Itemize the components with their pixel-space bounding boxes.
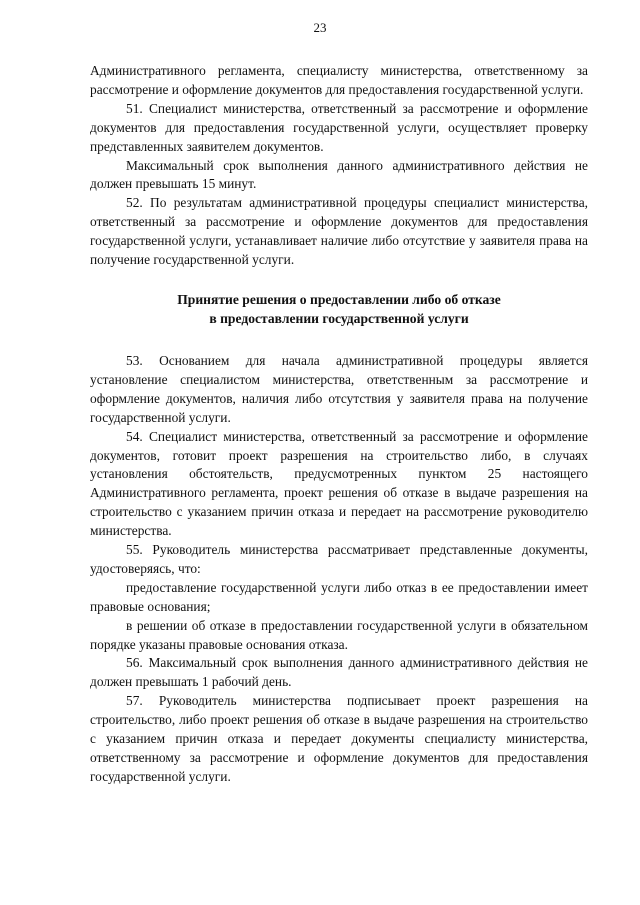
paragraph-55-item-2: в решении об отказе в предоставлении государственной услуги в обязательном порядке указаны правовые основания отказа.: [90, 617, 588, 652]
page-number: 23: [313, 20, 327, 35]
paragraph-55: 55. Руководитель министерства рассматривает представленные документы, удостоверяясь, что:: [90, 542, 588, 576]
document-body: [90, 62, 588, 787]
section-heading-line-2: в предоставлении государственной услуги: [209, 310, 469, 326]
paragraph-55-item-1: предоставление государственной услуги либо отказ в ее предоставлении имеет правовые основания;: [90, 579, 588, 614]
paragraph-53: 53. Основанием для начала административной процедуры является установление специалистом министерства, ответственным за рассмотрение и оформление документов, наличия либо отсутствия у заявителя права на получение государственной услуги.: [90, 352, 588, 425]
paragraph-57: 57. Руководитель министерства подписывает проект разрешения на строительство, либо проект решения об отказе в выдаче разрешения на строительство с указанием причин отказа и передает документы специалисту министерства, ответственному за рассмотрение и оформление документов для предоставления государственной услуги.: [90, 693, 588, 784]
paragraph-51-time-limit: Максимальный срок выполнения данного административного действия не должен превышать 15 минут.: [90, 157, 588, 192]
section-heading-line-1: Принятие решения о предоставлении либо об отказе: [177, 291, 501, 307]
paragraph-continuation: Административного регламента, специалисту министерства, ответственному за рассмотрение и оформление документов для предоставления государственной услуги.: [90, 63, 588, 97]
paragraph-52: 52. По результатам административной процедуры специалист министерства, ответственный за рассмотрение и оформление документов для предоставления государственной услуги, устанавливает наличие либо отсутствие у заявителя права на получение государственной услуги.: [90, 195, 588, 268]
section-heading: [90, 290, 588, 328]
paragraph-56: 56. Максимальный срок выполнения данного административного действия не должен превышать 1 рабочий день.: [90, 655, 588, 690]
paragraph-54: 54. Специалист министерства, ответственный за рассмотрение и оформление документов, готовит проект разрешения на строительство либо, в случаях установления обстоятельств, предусмотренных пунктом 25 настоящего Административного регламента, проект решения об отказе в выдаче разрешения на строительство с указанием причин отказа и передает на рассмотрение руководителю министерства.: [90, 428, 588, 539]
paragraph-51: 51. Специалист министерства, ответственный за рассмотрение и оформление документов для предоставления государственной услуги, осуществляет проверку представленных заявителем документов.: [90, 100, 588, 154]
